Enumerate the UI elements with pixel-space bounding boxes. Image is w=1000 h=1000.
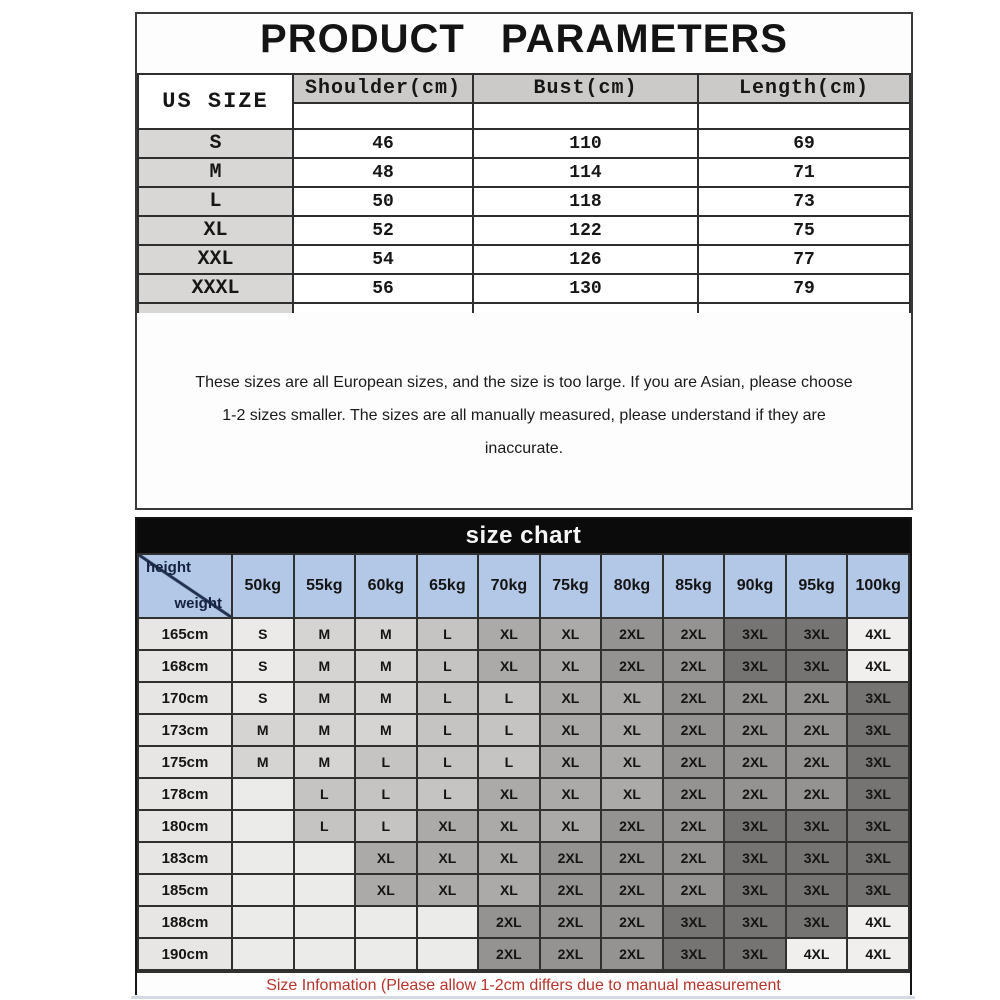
size-cell: XL — [138, 216, 293, 245]
grid-cell: L — [478, 746, 540, 778]
grid-cell: M — [355, 650, 417, 682]
grid-cell: XL — [478, 778, 540, 810]
value-cell: 50 — [293, 187, 473, 216]
value-cell: 71 — [698, 158, 910, 187]
product-row — [138, 274, 910, 303]
weight-header: 60kg — [355, 554, 417, 618]
stub-cell — [138, 303, 293, 313]
grid-cell: XL — [478, 618, 540, 650]
grid-cell — [232, 778, 294, 810]
grid-cell: 3XL — [786, 874, 848, 906]
height-label: 185cm — [138, 874, 232, 906]
grid-cell: S — [232, 618, 294, 650]
grid-cell: 2XL — [663, 682, 725, 714]
grid-cell — [232, 810, 294, 842]
grid-cell: 2XL — [663, 778, 725, 810]
size-chart-table — [137, 553, 910, 971]
size-chart-panel — [135, 517, 912, 995]
weight-header: 50kg — [232, 554, 294, 618]
value-cell: 52 — [293, 216, 473, 245]
grid-cell: 2XL — [601, 618, 663, 650]
grid-cell — [232, 874, 294, 906]
size-chart-row — [138, 810, 909, 842]
value-cell: 122 — [473, 216, 698, 245]
grid-cell: XL — [540, 746, 602, 778]
weight-header: 85kg — [663, 554, 725, 618]
grid-cell: 2XL — [540, 938, 602, 970]
height-label: 188cm — [138, 906, 232, 938]
weight-header: 70kg — [478, 554, 540, 618]
grid-cell: 3XL — [786, 650, 848, 682]
grid-cell: 2XL — [786, 682, 848, 714]
grid-cell: S — [232, 682, 294, 714]
product-row — [138, 158, 910, 187]
grid-cell: 3XL — [847, 746, 909, 778]
grid-cell: 2XL — [663, 618, 725, 650]
size-note-line: These sizes are all European sizes, and the size is too large. If you are Asian, please choose — [195, 374, 853, 391]
spacer-cell — [698, 103, 910, 129]
value-cell: 69 — [698, 129, 910, 158]
grid-cell — [294, 874, 356, 906]
grid-cell: XL — [601, 714, 663, 746]
corner-weight-label: weight — [174, 595, 222, 612]
grid-cell: M — [294, 714, 356, 746]
spacer-cell — [293, 103, 473, 129]
grid-cell — [232, 842, 294, 874]
grid-cell: 2XL — [478, 938, 540, 970]
height-label: 180cm — [138, 810, 232, 842]
grid-cell: 3XL — [786, 842, 848, 874]
grid-cell: 2XL — [601, 842, 663, 874]
weight-header: 65kg — [417, 554, 479, 618]
us-size-header: US SIZE — [138, 74, 293, 129]
grid-cell: L — [417, 778, 479, 810]
grid-cell: 2XL — [663, 842, 725, 874]
product-row — [138, 245, 910, 274]
weight-header: 75kg — [540, 554, 602, 618]
grid-cell: XL — [601, 682, 663, 714]
height-label: 168cm — [138, 650, 232, 682]
grid-cell: 3XL — [724, 938, 786, 970]
grid-cell — [294, 906, 356, 938]
weight-header: 90kg — [724, 554, 786, 618]
size-note-line: 1-2 sizes smaller. The sizes are all manually measured, please understand if they are — [222, 407, 826, 424]
grid-cell: 2XL — [663, 746, 725, 778]
grid-cell: L — [294, 778, 356, 810]
size-cell: XXXL — [138, 274, 293, 303]
panel-shadow — [131, 996, 915, 999]
grid-cell: 3XL — [724, 618, 786, 650]
value-cell: 46 — [293, 129, 473, 158]
product-row — [138, 216, 910, 245]
value-cell: 73 — [698, 187, 910, 216]
grid-cell: S — [232, 650, 294, 682]
stub-cell — [698, 303, 910, 313]
grid-cell: L — [355, 778, 417, 810]
grid-cell: 4XL — [786, 938, 848, 970]
grid-cell: L — [417, 650, 479, 682]
grid-cell: 2XL — [663, 650, 725, 682]
grid-cell: XL — [355, 842, 417, 874]
grid-cell: L — [478, 682, 540, 714]
grid-cell — [417, 938, 479, 970]
grid-cell: 3XL — [847, 682, 909, 714]
spacer-cell — [473, 103, 698, 129]
value-cell: 54 — [293, 245, 473, 274]
grid-cell: 3XL — [847, 842, 909, 874]
size-chart-row — [138, 618, 909, 650]
column-header: Shoulder(cm) — [293, 74, 473, 103]
grid-cell: 2XL — [663, 810, 725, 842]
grid-cell: XL — [601, 778, 663, 810]
grid-cell — [355, 906, 417, 938]
grid-cell: XL — [540, 650, 602, 682]
grid-cell — [294, 938, 356, 970]
grid-cell: 2XL — [601, 810, 663, 842]
size-chart-header-row — [138, 554, 909, 618]
grid-cell: L — [355, 746, 417, 778]
grid-cell: M — [294, 650, 356, 682]
stub-cell — [473, 303, 698, 313]
size-note — [137, 366, 911, 465]
page-title: PRODUCT PARAMETERS — [260, 17, 788, 61]
size-chart-row — [138, 682, 909, 714]
grid-cell: M — [294, 618, 356, 650]
grid-cell — [294, 842, 356, 874]
grid-cell: 2XL — [540, 874, 602, 906]
size-chart-row — [138, 874, 909, 906]
stub-cell — [293, 303, 473, 313]
grid-cell: M — [232, 714, 294, 746]
size-cell: S — [138, 129, 293, 158]
grid-cell: L — [355, 810, 417, 842]
grid-cell: 4XL — [847, 650, 909, 682]
size-note-line: inaccurate. — [484, 440, 564, 457]
size-chart-row — [138, 906, 909, 938]
height-label: 170cm — [138, 682, 232, 714]
size-chart-row — [138, 778, 909, 810]
grid-cell: 2XL — [663, 874, 725, 906]
product-row — [138, 129, 910, 158]
height-label: 173cm — [138, 714, 232, 746]
grid-cell: 2XL — [724, 778, 786, 810]
value-cell: 75 — [698, 216, 910, 245]
size-cell: XXL — [138, 245, 293, 274]
grid-cell: 3XL — [663, 938, 725, 970]
grid-cell — [355, 938, 417, 970]
grid-cell — [417, 906, 479, 938]
size-chart-row — [138, 650, 909, 682]
stub-row — [138, 303, 910, 313]
grid-cell: M — [355, 618, 417, 650]
size-cell: L — [138, 187, 293, 216]
grid-cell: M — [355, 714, 417, 746]
product-parameters-panel — [135, 12, 913, 510]
grid-cell: XL — [417, 842, 479, 874]
grid-cell: XL — [478, 842, 540, 874]
grid-cell: XL — [478, 874, 540, 906]
grid-cell: XL — [417, 874, 479, 906]
value-cell: 130 — [473, 274, 698, 303]
grid-cell: XL — [540, 618, 602, 650]
column-header: Bust(cm) — [473, 74, 698, 103]
grid-cell: 2XL — [724, 746, 786, 778]
height-label: 175cm — [138, 746, 232, 778]
grid-cell: 3XL — [724, 906, 786, 938]
grid-cell: 2XL — [786, 778, 848, 810]
product-parameters-table — [137, 73, 911, 313]
column-header: Length(cm) — [698, 74, 910, 103]
weight-header: 95kg — [786, 554, 848, 618]
grid-cell — [232, 906, 294, 938]
value-cell: 56 — [293, 274, 473, 303]
grid-cell: 3XL — [786, 906, 848, 938]
grid-cell: 2XL — [724, 714, 786, 746]
grid-cell: XL — [478, 810, 540, 842]
grid-cell: 2XL — [786, 746, 848, 778]
grid-cell: 3XL — [786, 618, 848, 650]
value-cell: 77 — [698, 245, 910, 274]
grid-cell: M — [294, 746, 356, 778]
grid-cell: L — [478, 714, 540, 746]
grid-cell: M — [294, 682, 356, 714]
grid-cell: 2XL — [478, 906, 540, 938]
grid-cell: L — [417, 618, 479, 650]
grid-cell: L — [294, 810, 356, 842]
height-label: 183cm — [138, 842, 232, 874]
grid-cell: XL — [417, 810, 479, 842]
grid-cell: 2XL — [724, 682, 786, 714]
grid-cell: M — [232, 746, 294, 778]
grid-cell — [232, 938, 294, 970]
size-chart-title: size chart — [137, 519, 910, 553]
grid-cell: 3XL — [847, 810, 909, 842]
height-label: 190cm — [138, 938, 232, 970]
grid-cell: 2XL — [540, 842, 602, 874]
grid-cell: 2XL — [601, 874, 663, 906]
grid-cell: 2XL — [786, 714, 848, 746]
grid-cell: 4XL — [847, 618, 909, 650]
weight-header: 100kg — [847, 554, 909, 618]
size-chart-footer: Size Infomation (Please allow 1-2cm differs due to manual measurement — [137, 971, 910, 999]
grid-cell: XL — [540, 810, 602, 842]
grid-cell: 3XL — [724, 842, 786, 874]
grid-cell: 2XL — [601, 906, 663, 938]
grid-cell: M — [355, 682, 417, 714]
size-chart-row — [138, 714, 909, 746]
grid-cell: XL — [601, 746, 663, 778]
grid-cell: 2XL — [540, 906, 602, 938]
grid-cell: XL — [540, 778, 602, 810]
value-cell: 110 — [473, 129, 698, 158]
grid-cell: 4XL — [847, 906, 909, 938]
size-chart-row — [138, 938, 909, 970]
grid-cell: 3XL — [724, 810, 786, 842]
grid-cell: 3XL — [663, 906, 725, 938]
value-cell: 79 — [698, 274, 910, 303]
corner-height-label: height — [146, 559, 191, 576]
grid-cell: 3XL — [847, 778, 909, 810]
grid-cell: 2XL — [601, 650, 663, 682]
value-cell: 48 — [293, 158, 473, 187]
grid-cell: 2XL — [601, 938, 663, 970]
value-cell: 114 — [473, 158, 698, 187]
grid-cell: 3XL — [847, 874, 909, 906]
product-header-row — [138, 74, 910, 103]
weight-header: 55kg — [294, 554, 356, 618]
grid-cell: XL — [478, 650, 540, 682]
grid-cell: XL — [355, 874, 417, 906]
grid-cell: 3XL — [786, 810, 848, 842]
value-cell: 118 — [473, 187, 698, 216]
grid-cell: L — [417, 746, 479, 778]
height-label: 165cm — [138, 618, 232, 650]
grid-cell: 3XL — [724, 874, 786, 906]
weight-header: 80kg — [601, 554, 663, 618]
grid-cell: XL — [540, 682, 602, 714]
grid-cell: 3XL — [847, 714, 909, 746]
grid-cell: 2XL — [663, 714, 725, 746]
grid-cell: XL — [540, 714, 602, 746]
size-chart-row — [138, 746, 909, 778]
grid-cell: 4XL — [847, 938, 909, 970]
grid-cell: L — [417, 714, 479, 746]
grid-cell: 3XL — [724, 650, 786, 682]
grid-cell: L — [417, 682, 479, 714]
corner-cell — [138, 554, 232, 618]
value-cell: 126 — [473, 245, 698, 274]
size-chart-row — [138, 842, 909, 874]
height-label: 178cm — [138, 778, 232, 810]
product-row — [138, 187, 910, 216]
size-cell: M — [138, 158, 293, 187]
